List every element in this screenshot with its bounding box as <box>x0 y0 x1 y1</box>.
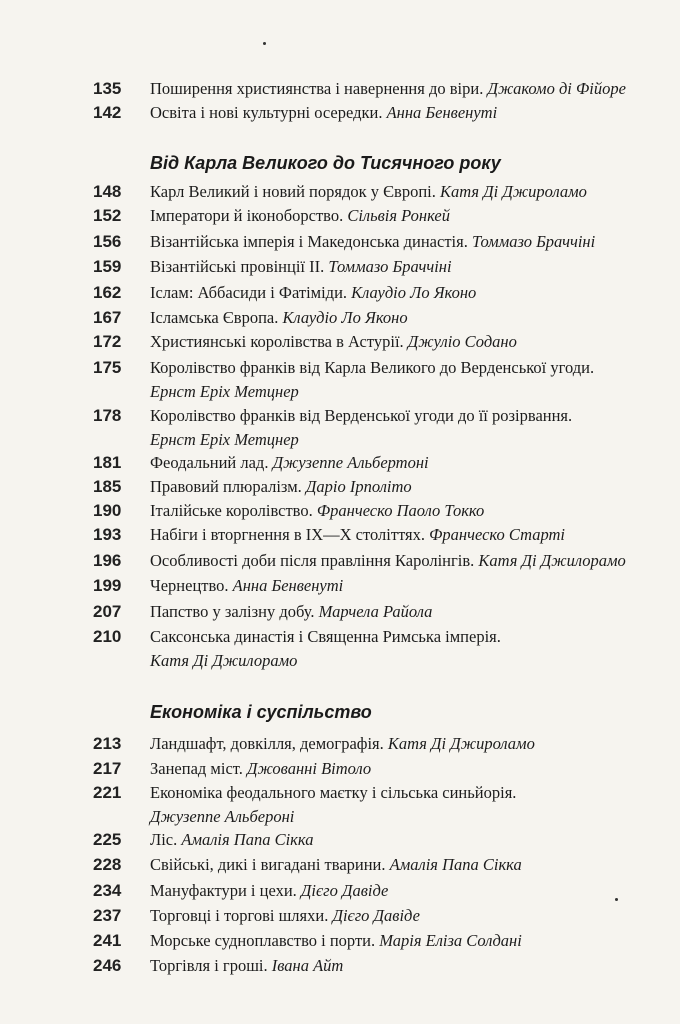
entry-text <box>150 281 660 305</box>
scan-speck <box>263 42 266 45</box>
entry-text <box>150 451 660 475</box>
entry-title: Ісламська Європа. <box>150 308 279 327</box>
entry-text <box>150 574 660 598</box>
entry-author: Клаудіо Ло Яконо <box>282 308 408 327</box>
entry-text <box>150 523 660 547</box>
entry-text <box>150 499 660 523</box>
page-number: 148 <box>93 182 122 201</box>
entry-text <box>150 600 660 624</box>
entry-title: Іслам: Аббасиди і Фатіміди. <box>150 283 348 302</box>
entry-title: Феодальний лад. <box>150 453 269 472</box>
page-number: 175 <box>93 358 122 377</box>
entry-text <box>150 853 660 877</box>
page-number: 228 <box>93 855 122 874</box>
page-number: 221 <box>93 783 122 802</box>
entry-author: Джованні Вітоло <box>247 759 372 778</box>
entry-author: Клаудіо Ло Яконо <box>351 283 477 302</box>
page-number: 190 <box>93 501 122 520</box>
page-number: 159 <box>93 257 122 276</box>
entry-title: Економіка феодального маєтку і сільська синьйорія. <box>150 783 517 802</box>
page-number: 225 <box>93 830 122 849</box>
page-number: 210 <box>93 627 122 646</box>
page-number: 152 <box>93 206 122 225</box>
entry-text <box>150 757 660 781</box>
entry-title: Візантійська імперія і Македонська династія. <box>150 232 468 251</box>
page-number: 135 <box>93 79 122 98</box>
entry-title: Торговці і торгові шляхи. <box>150 906 329 925</box>
entry-title: Набіги і вторгнення в IX—X століттях. <box>150 525 426 544</box>
entry-title: Морське судноплавство і порти. <box>150 931 376 950</box>
entry-text <box>150 230 660 254</box>
entry-author: Марчела Райола <box>318 602 433 621</box>
page-number: 196 <box>93 551 122 570</box>
entry-title: Свійські, дикі і вигадані тварини. <box>150 855 386 874</box>
entry-text <box>150 929 660 953</box>
entry-author: Даріо Ipполіто <box>305 477 412 496</box>
page-number: 237 <box>93 906 122 925</box>
entry-author: Марія Еліза Солдані <box>379 931 522 950</box>
page-number: 172 <box>93 332 122 351</box>
entry-text <box>150 330 660 354</box>
entry-text <box>150 904 660 928</box>
entry-author: Катя Ді Джилорамо <box>478 551 626 570</box>
entry-title: Поширення християнства і навернення до віри. <box>150 79 484 98</box>
entry-text <box>150 77 660 101</box>
entry-author: Томмазо Браччіні <box>328 257 452 276</box>
page-number: 213 <box>93 734 122 753</box>
entry-title: Карл Великий і новий порядок у Європі. <box>150 182 436 201</box>
page-number: 217 <box>93 759 122 778</box>
page-number: 178 <box>93 406 122 425</box>
entry-author: Джузеппе Альбертоні <box>272 453 429 472</box>
entry-title: Християнські королівства в Астурії. <box>150 332 404 351</box>
page-number: 207 <box>93 602 122 621</box>
entry-author: Амалія Папа Сікка <box>181 830 314 849</box>
page-number: 234 <box>93 881 122 900</box>
entry-author: Сільвія Ронкей <box>347 206 450 225</box>
entry-author: Ернст Еріх Метцнер <box>150 430 299 449</box>
entry-text <box>150 732 660 756</box>
entry-title: Освіта і нові культурні осередки. <box>150 103 383 122</box>
entry-author: Дієго Давіде <box>300 881 389 900</box>
page-number: 246 <box>93 956 122 975</box>
entry-title: Імператори й іконоборство. <box>150 206 344 225</box>
page-number: 193 <box>93 525 122 544</box>
entry-title: Королівство франків від Верденської угоди до її розірвання. <box>150 406 573 425</box>
page-number: 162 <box>93 283 122 302</box>
entry-title: Саксонська династія і Священна Римська імперія. <box>150 627 501 646</box>
page-number: 241 <box>93 931 122 950</box>
entry-text <box>150 954 660 978</box>
entry-title: Папство у залізну добу. <box>150 602 315 621</box>
entry-title: Мануфактури і цехи. <box>150 881 297 900</box>
entry-author: Катя Ді Джироламо <box>387 734 535 753</box>
entry-author: Томмазо Браччіні <box>471 232 596 251</box>
entry-text <box>150 781 660 829</box>
entry-title: Ліс. <box>150 830 178 849</box>
entry-title: Чернецтво. <box>150 576 229 595</box>
entry-text <box>150 204 660 228</box>
entry-text <box>150 549 660 573</box>
entry-title: Візантійські провінції II. <box>150 257 325 276</box>
entry-text <box>150 306 660 330</box>
page-number: 142 <box>93 103 122 122</box>
section-heading: Економіка і суспільство <box>150 702 372 722</box>
entry-author: Дієго Давіде <box>332 906 420 925</box>
entry-text <box>150 255 660 279</box>
page-number: 185 <box>93 477 122 496</box>
entry-title: Занепад міст. <box>150 759 243 778</box>
section-heading: Від Карла Великого до Тисячного року <box>150 153 501 173</box>
page-number: 156 <box>93 232 122 251</box>
entry-text <box>150 356 660 404</box>
entry-title: Особливості доби після правління Каролінгів. <box>150 551 475 570</box>
entry-text <box>150 879 660 903</box>
entry-text <box>150 625 660 673</box>
entry-text <box>150 828 660 852</box>
scan-speck <box>615 898 618 901</box>
entry-author: Катя Ді Джилорамо <box>150 651 298 670</box>
entry-title: Королівство франків від Карла Великого до Верденської угоди. <box>150 358 595 377</box>
entry-title: Правовий плюралізм. <box>150 477 302 496</box>
entry-author: Анна Бенвенуті <box>386 103 498 122</box>
entry-author: Ернст Еріх Метцнер <box>150 382 299 401</box>
entry-title: Торгівля і гроші. <box>150 956 268 975</box>
entry-text <box>150 475 660 499</box>
page-number: 199 <box>93 576 122 595</box>
entry-author: Амалія Папа Сікка <box>389 855 522 874</box>
entry-author: Катя Ді Джироламо <box>440 182 587 201</box>
entry-title: Ландшафт, довкілля, демографія. <box>150 734 384 753</box>
entry-title: Італійське королівство. <box>150 501 313 520</box>
entry-author: Джузеппе Альбероні <box>150 807 295 826</box>
entry-author: Джуліо Содано <box>407 332 517 351</box>
entry-text <box>150 101 660 125</box>
entry-author: Франческо Паоло Токко <box>316 501 485 520</box>
page-number: 181 <box>93 453 122 472</box>
entry-author: Франческо Старті <box>429 525 566 544</box>
entry-text <box>150 180 660 204</box>
entry-author: Івана Айт <box>271 956 344 975</box>
entry-text <box>150 404 660 452</box>
page-number: 167 <box>93 308 122 327</box>
entry-author: Анна Бенвенуті <box>232 576 344 595</box>
entry-author: Джакомо ді Фійоре <box>487 79 626 98</box>
